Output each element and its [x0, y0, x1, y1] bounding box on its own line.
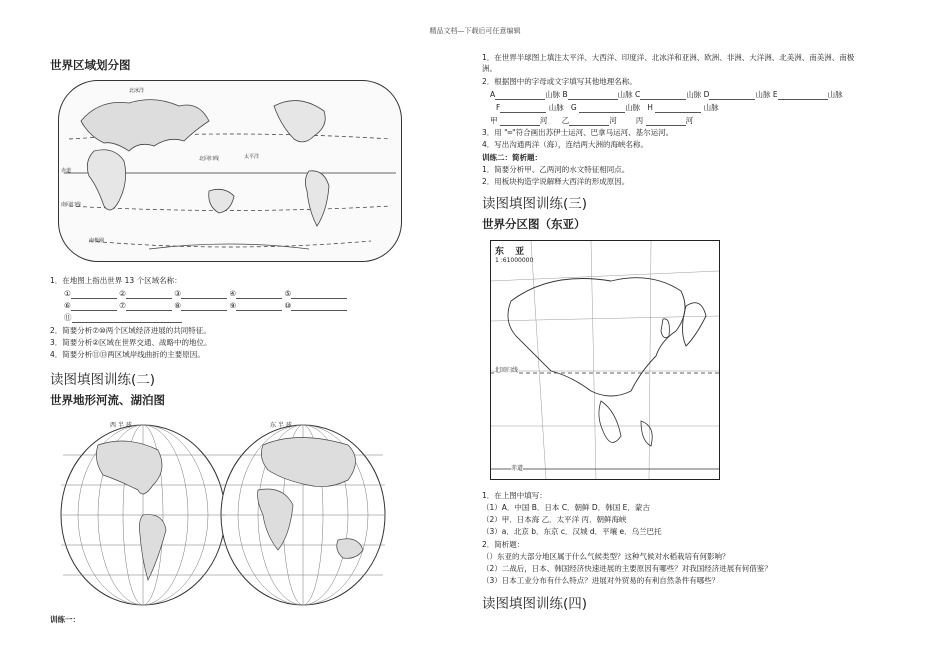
mountain-row-2 [496, 102, 719, 113]
label-pacific: 太平洋 [244, 154, 260, 160]
mountain-label: 山脉 E [755, 90, 778, 99]
answer-line[interactable] [71, 302, 117, 311]
answer-line[interactable] [579, 104, 625, 113]
answer-line[interactable] [181, 290, 227, 299]
blank-label: ⑤ [284, 289, 292, 298]
page-header: 精品文档—下载后可任意编辑 [429, 27, 521, 35]
blank-label: ⑥ [64, 301, 71, 310]
label-western-hemisphere: 西 半 球 [110, 422, 132, 429]
r-question-1-cont: 洲。 [482, 64, 497, 73]
mountain-label: 山脉 B [545, 90, 568, 99]
blank-row-3 [64, 312, 182, 323]
answer-line[interactable] [236, 302, 282, 311]
blank-label: ③ [174, 289, 181, 298]
fill-item-2: （2）甲．日本海 乙．太平洋 丙．朝鲜海峡 [482, 515, 627, 524]
mountain-label: 山脉 [548, 103, 564, 112]
answer-line[interactable] [291, 290, 347, 299]
mountain-label: G [570, 103, 577, 112]
training-2-title: 读图填图训练(二) [50, 372, 156, 388]
blank-row-1 [64, 288, 347, 299]
river-label: 乙 [561, 116, 570, 125]
blank-label: ⑩ [284, 301, 292, 310]
r-question-1: 1．在世界半球图上填注太平洋、大西洋、印度洋、北冰洋和亚洲、欧洲、非洲、大洋洲、北美洲、南美洲、南极 [482, 53, 855, 62]
t2-question-2: 2．用板块构造学说解释大西洋的形成原因。 [482, 177, 630, 186]
blank-label: ② [119, 289, 126, 298]
label-equator-ea: 赤道 [511, 465, 524, 472]
answer-line[interactable] [291, 302, 347, 311]
section-title-east-asia: 世界分区图（东亚） [482, 217, 586, 231]
r-question-3: 3．用 "═"符合画出苏伊士运河、巴拿马运河、基尔运河。 [482, 128, 674, 137]
mountain-label: H [647, 103, 653, 112]
answer-line[interactable] [646, 117, 686, 126]
fill-item-3: （3）a．北京 b．东京 c．汉城 d．平壤 e．乌兰巴托 [482, 527, 662, 536]
analysis-title: 2．简析题： [482, 540, 525, 549]
answer-line[interactable] [495, 91, 545, 100]
river-label: 甲 [490, 116, 498, 125]
section-title-landform: 世界地形河流、湖泊图 [50, 393, 165, 407]
map-scale: 1 :61000000 [495, 257, 534, 264]
blank-label: ⑧ [174, 301, 181, 310]
blank-label: ④ [229, 289, 237, 298]
question-3: 3．简要分析②区域在世界交通、战略中的地位。 [50, 338, 212, 347]
answer-line[interactable] [181, 302, 227, 311]
label-north-tropic: 北回归线 [199, 156, 220, 162]
answer-line[interactable] [126, 302, 172, 311]
answer-line[interactable] [655, 104, 701, 113]
label-north-tropic-ea: 北回归线 [494, 367, 519, 374]
fill-title: 1．在上图中填写： [482, 491, 547, 500]
training-2-heading: 训练二：简析题： [482, 153, 542, 162]
r-question-4: 4．写出沟通两洋（海），连结两大洲的海峡名称。 [482, 140, 649, 149]
fill-item-1: （1）A．中国 B．日本 C．朝鲜 D．韩国 E．蒙古 [482, 503, 650, 512]
training-3-title: 读图填图训练(三) [482, 196, 588, 212]
answer-line[interactable] [236, 290, 282, 299]
answer-line[interactable] [778, 91, 828, 100]
label-arctic-ocean: 北冰洋 [129, 88, 145, 94]
answer-line[interactable] [569, 117, 609, 126]
blank-label: ⑨ [229, 301, 237, 310]
question-4: 4．简要分析⑪⑬两区域岸线曲折的主要原因。 [50, 350, 205, 359]
river-label: 河 [539, 116, 548, 125]
east-asia-map [490, 240, 720, 480]
answer-line[interactable] [640, 91, 686, 100]
answer-line[interactable] [71, 290, 117, 299]
world-map-drawing [59, 81, 401, 261]
river-label: 河 [609, 116, 617, 125]
analysis-3: （3）日本工业分布有什么特点？进展对外贸易的有利自然条件有哪些？ [482, 576, 720, 585]
t2-question-1: 1．简要分析甲、乙两河的水文特征相同点。 [482, 165, 630, 174]
hemisphere-map [58, 420, 388, 610]
section-title-world-regions: 世界区域划分图 [50, 58, 131, 72]
mountain-label: 山脉 [625, 103, 641, 112]
training-4-title: 读图填图训练(四) [482, 596, 588, 612]
river-label: 丙 [635, 116, 644, 125]
question-2: 2．简要分析⑦⑩两个区域经济进展的共同特征。 [50, 326, 211, 335]
answer-line[interactable] [709, 91, 755, 100]
blank-label: ⑪ [64, 313, 72, 322]
label-antarctic-circle: 南极圈 [89, 238, 105, 244]
training-1-label: 训练一： [50, 615, 80, 624]
label-equator: 赤道 [61, 168, 72, 174]
map-title-east-asia: 东 亚 [495, 247, 529, 257]
mountain-label: 山脉 D [686, 90, 710, 99]
answer-line[interactable] [568, 91, 618, 100]
river-label: 河 [685, 116, 694, 125]
answer-line[interactable] [500, 117, 540, 126]
mountain-label: 山脉 C [617, 90, 641, 99]
answer-line[interactable] [72, 314, 182, 323]
world-regions-map [58, 80, 402, 262]
river-row [490, 115, 693, 126]
blank-row-2 [64, 300, 347, 311]
question-1: 1．在地图上指出世界 13 个区域名称： [50, 276, 182, 285]
blank-label: ⑦ [119, 301, 126, 310]
analysis-2: （2）二战后，日本、韩国经济快速进展的主要原因有哪些？对我国经济进展有何借鉴？ [482, 564, 772, 573]
hemisphere-drawing [58, 420, 388, 610]
label-south-tropic: 南回归线 [61, 202, 82, 208]
mountain-label: A [490, 90, 496, 99]
mountain-row-1 [490, 89, 843, 100]
mountain-label: F [496, 103, 501, 112]
answer-line[interactable] [500, 104, 546, 113]
blank-label: ① [64, 289, 71, 298]
analysis-1: （）东亚的大部分地区属于什么气候类型？这种气候对水稻栽培有何影响？ [482, 552, 730, 561]
label-eastern-hemisphere: 东 半 球 [270, 422, 292, 429]
answer-line[interactable] [126, 290, 172, 299]
r-question-2: 2．根据图中的字母或文字填写其他地理名称。 [482, 77, 637, 86]
east-asia-drawing [491, 241, 719, 479]
mountain-label: 山脉 [703, 103, 719, 112]
mountain-label: 山脉 [827, 90, 843, 99]
